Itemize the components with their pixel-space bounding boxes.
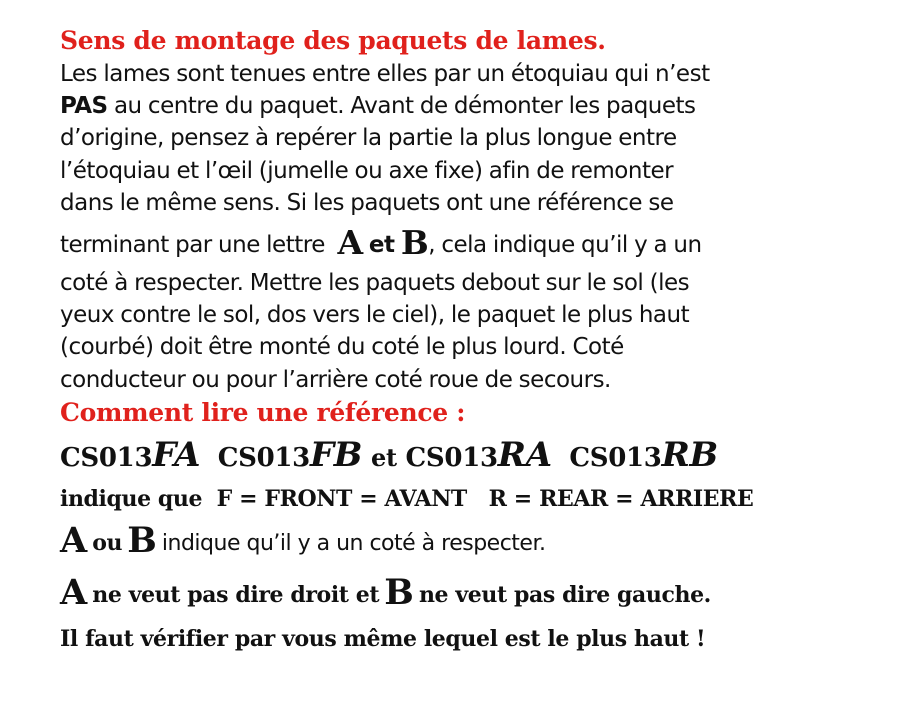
- para-line-2-text: au centre du paquet. Avant de démonter les paquets: [113, 93, 696, 120]
- montage-paragraph: [60, 58, 880, 396]
- ref-2: [217, 434, 363, 475]
- ref-2-suffix: FB: [309, 434, 363, 475]
- para-line-6: [60, 221, 880, 267]
- ab-text: indique qu’il y a un coté à respecter.: [161, 530, 546, 556]
- ab-letter-a: A: [60, 519, 88, 561]
- ref-1-base: CS013: [60, 442, 153, 473]
- ref-4-base: CS013: [569, 442, 662, 473]
- ab-line: [60, 517, 880, 569]
- reference-examples: [60, 432, 880, 481]
- dg-letter-b: B: [384, 571, 414, 613]
- document: [60, 20, 880, 657]
- ref-4: [569, 434, 718, 475]
- para-line-5: dans le même sens. Si les paquets ont une référence se: [60, 189, 674, 216]
- para-line-2: [60, 90, 880, 122]
- para-line-10: conducteur ou pour l’arrière coté roue de secours.: [60, 366, 611, 393]
- ref-1: [60, 434, 201, 475]
- dg-letter-a: A: [60, 571, 88, 613]
- para-line-7: coté à respecter. Mettre les paquets debout sur le sol (les: [60, 270, 690, 297]
- final-line: Il faut vérifier par vous même lequel est le plus haut !: [60, 625, 706, 652]
- dg-text-1: ne veut pas dire droit et: [92, 581, 380, 608]
- para-line-6-end: , cela indique qu’il y a un: [428, 232, 702, 259]
- letter-a: A: [337, 223, 363, 263]
- ref-1-suffix: FA: [152, 434, 201, 475]
- ab-letter-b: B: [127, 519, 157, 561]
- ref-3-base: CS013: [405, 442, 498, 473]
- section-title-montage: Sens de montage des paquets de lames.: [60, 26, 606, 55]
- droit-gauche-line: [60, 569, 880, 621]
- section-title-reference: Comment lire une référence :: [60, 397, 466, 427]
- para-line-6-start: terminant par une lettre: [60, 232, 325, 259]
- para-line-8: yeux contre le sol, dos vers le ciel), le paquet le plus haut: [60, 302, 690, 329]
- et-word: et: [368, 232, 395, 259]
- dg-text-2: ne veut pas dire gauche.: [418, 581, 711, 608]
- refs-et: et: [371, 442, 397, 472]
- pas-emphasis: PAS: [60, 93, 108, 120]
- ab-ou: ou: [92, 529, 123, 556]
- para-line-1: Les lames sont tenues entre elles par un étoquiau qui n’est: [60, 61, 710, 87]
- ref-4-suffix: RB: [661, 434, 718, 475]
- ref-3: [405, 434, 552, 475]
- ref-2-base: CS013: [217, 442, 310, 473]
- letter-b: B: [400, 223, 429, 263]
- para-line-3: d’origine, pensez à repérer la partie la plus longue entre: [60, 125, 677, 152]
- indique-line: indique que F = FRONT = AVANT R = REAR = ARRIERE: [60, 485, 754, 512]
- para-line-4: l’étoquiau et l’œil (jumelle ou axe fixe) afin de remonter: [60, 157, 674, 184]
- ref-3-suffix: RA: [497, 434, 552, 475]
- para-line-9: (courbé) doit être monté du coté le plus lourd. Coté: [60, 334, 624, 361]
